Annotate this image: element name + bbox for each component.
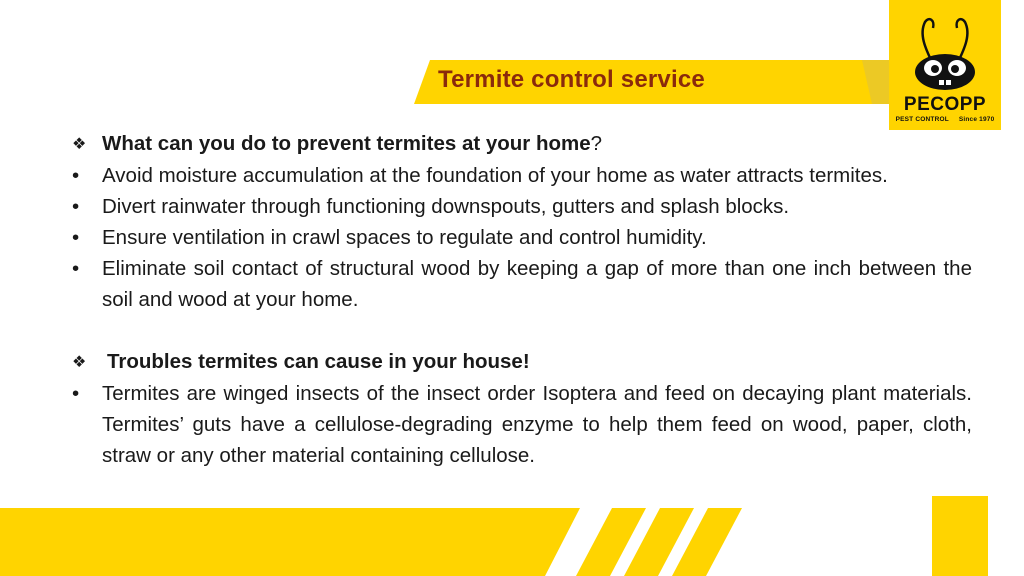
logo-tagline-right: Since 1970 [958, 116, 995, 123]
bug-logo-icon [889, 0, 1001, 92]
diamond-bullet-icon: ❖ [72, 354, 87, 371]
section2-bullet-text: Termites are winged insects of the insect order Isoptera and feed on decaying plant materials. Termites’ guts have a cellulose-degrading enzyme to help them feed on wood, paper, cloth, straw or any other material containing cellulose. [102, 382, 972, 467]
section1-bullet-text: Divert rainwater through functioning downspouts, gutters and splash blocks. [102, 195, 790, 218]
section1-bullet [72, 191, 972, 222]
section1-heading: What can you do to prevent termites at your home [102, 132, 591, 155]
section2-heading: Troubles termites can cause in your house! [107, 350, 530, 373]
bottom-stripe-band [0, 496, 1024, 576]
slide-title: Termite control service [438, 66, 705, 93]
logo-wordmark: PECOPP [903, 94, 987, 115]
diamond-bullet-icon: ❖ [72, 136, 87, 153]
section1-heading-suffix: ? [590, 132, 603, 155]
pecopp-logo [889, 0, 1001, 130]
section1-bullet [72, 222, 972, 253]
round-bullet-icon: • [72, 382, 80, 405]
section2-heading-row [72, 346, 972, 378]
logo-tagline [889, 116, 1001, 123]
section1-bullet-text: Avoid moisture accumulation at the foundation of your home as water attracts termites. [102, 164, 888, 187]
section1-bullet [72, 160, 972, 191]
logo-tagline-left: PEST CONTROL [895, 116, 949, 123]
section-spacer [72, 315, 972, 346]
section1-bullet-text: Ensure ventilation in crawl spaces to regulate and control humidity. [102, 226, 707, 249]
title-band [0, 0, 1024, 130]
round-bullet-icon: • [72, 257, 80, 280]
section2-bullet [72, 378, 972, 471]
section1-bullet-text: Eliminate soil contact of structural wood by keeping a gap of more than one inch between the soil and wood at your home. [102, 257, 972, 311]
round-bullet-icon: • [72, 164, 80, 187]
round-bullet-icon: • [72, 226, 80, 249]
slide-content [72, 128, 972, 471]
section1-bullet [72, 253, 972, 315]
section1-heading-row [72, 128, 972, 160]
round-bullet-icon: • [72, 195, 80, 218]
